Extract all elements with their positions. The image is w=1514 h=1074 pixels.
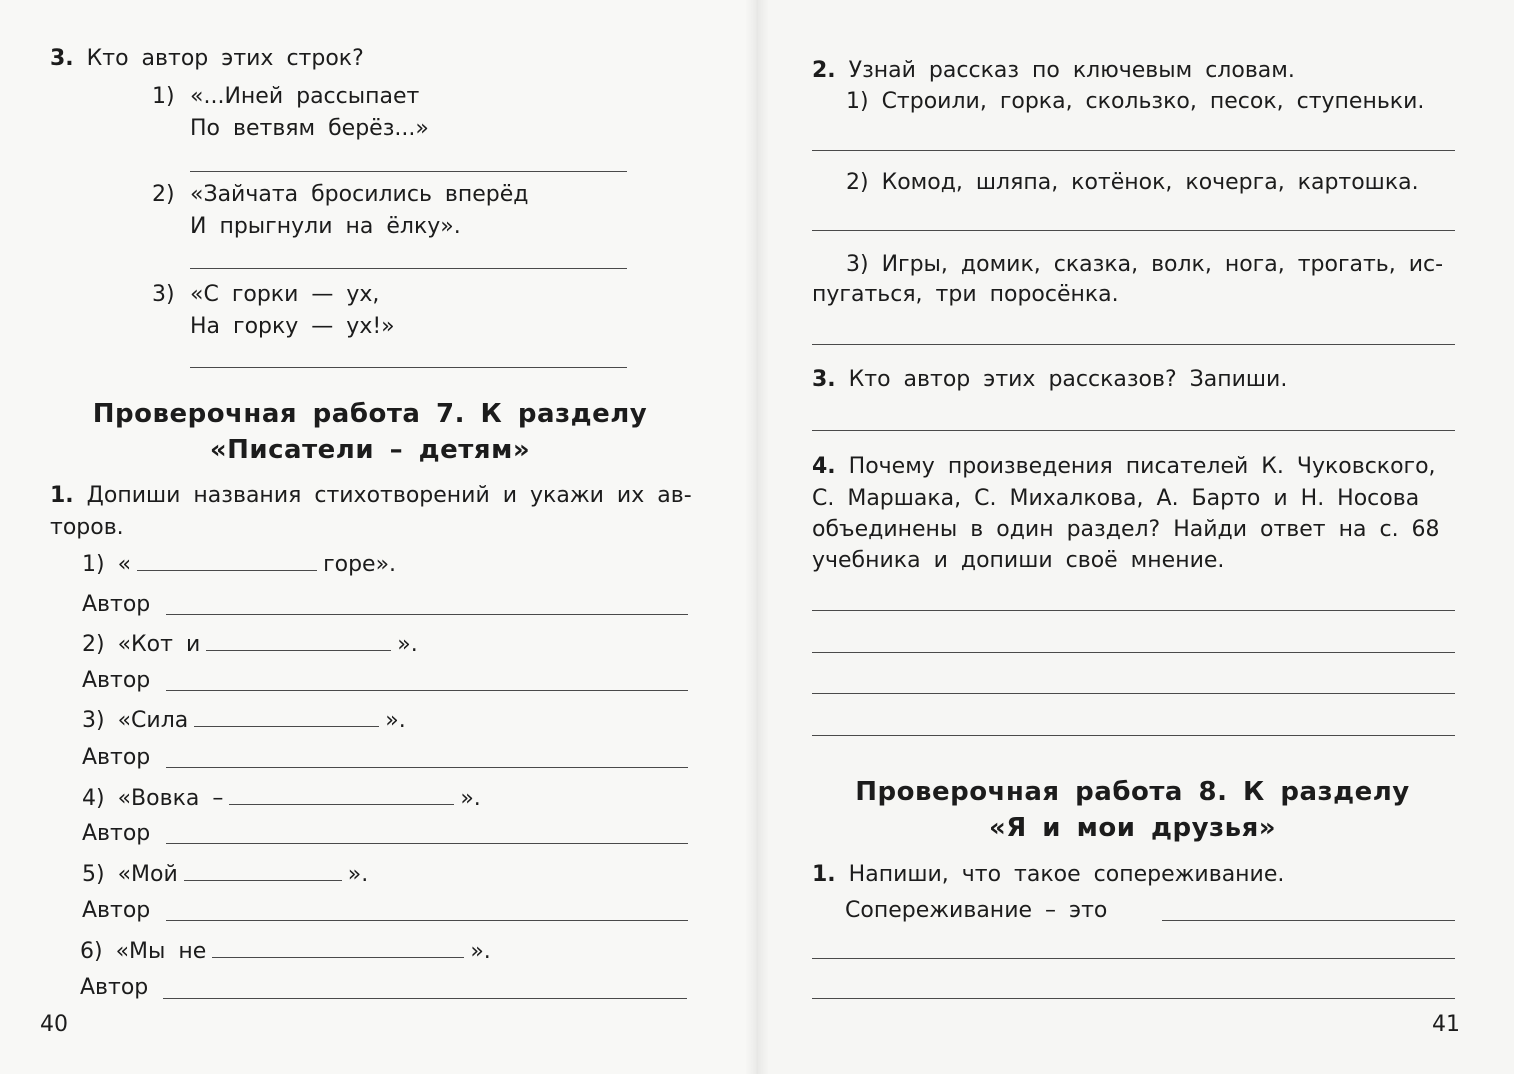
task-1-item-4: [82, 786, 481, 812]
task-1-item-3: [82, 708, 406, 734]
task-2-item-3-line-2: пугаться, три поросёнка.: [812, 282, 1119, 307]
task-4-answer-line-2[interactable]: [812, 652, 1455, 653]
empathy-answer-line-2[interactable]: [812, 958, 1455, 959]
task-4-text-2: С. Маршака, С. Михалкова, А. Барто и Н. Носова: [812, 486, 1420, 511]
empathy-answer-line-3[interactable]: [812, 998, 1455, 999]
test-7-heading-line-1: Проверочная работа 7. К разделу: [92, 399, 648, 429]
item-2-title-blank[interactable]: [206, 632, 391, 651]
task-1-line-1: [50, 483, 692, 509]
task-4-text-3: объединены в один раздел? Найди ответ на с. 68: [812, 517, 1440, 542]
item-2-open: «Кот и: [117, 632, 201, 657]
q3-item-3-line-1: «С горки — ух,: [190, 282, 380, 307]
task-4-text-4: учебника и допиши своё мнение.: [812, 548, 1225, 573]
book-gutter: [745, 0, 769, 1074]
task-4-answer-line-4[interactable]: [812, 735, 1455, 736]
right-task-1-heading: [812, 862, 1284, 888]
item-6-title-blank[interactable]: [212, 939, 464, 958]
task-2-number: 2.: [812, 58, 836, 83]
task-4-answer-line-1[interactable]: [812, 610, 1455, 611]
task-2-item-2-answer-line[interactable]: [812, 230, 1455, 231]
item-3-author-label: Автор: [82, 745, 151, 770]
test-8-heading-line-2: «Я и мои друзья»: [988, 813, 1277, 843]
item-2-author-label: Автор: [82, 668, 151, 693]
task-1-text-1: Допиши названия стихотворений и укажи их ав-: [86, 483, 692, 508]
item-2-number: 2): [82, 632, 105, 657]
item-3-number: 3): [82, 708, 105, 733]
q3-item-2-line-2: И прыгнули на ёлку».: [190, 214, 461, 239]
empathy-answer-line-1[interactable]: [1162, 920, 1455, 921]
item-5-title-blank[interactable]: [184, 862, 342, 881]
item-3-author-line[interactable]: [166, 767, 688, 768]
item-2-author-line[interactable]: [166, 690, 688, 691]
right-task-1-text: Напиши, что такое сопереживание.: [848, 862, 1285, 887]
empathy-prompt: Сопереживание – это: [845, 898, 1108, 923]
task-3-number: 3.: [812, 367, 836, 392]
q3-item-2-line-1: «Зайчата бросились вперёд: [190, 182, 529, 207]
page-number-left: 40: [40, 1012, 68, 1037]
item-1-title-blank[interactable]: [137, 552, 317, 571]
question-3-heading: [50, 46, 364, 72]
page-number-right: 41: [1432, 1012, 1460, 1037]
task-3-heading: [812, 367, 1287, 393]
item-6-author-line[interactable]: [163, 998, 687, 999]
test-8-heading-line-1: Проверочная работа 8. К разделу: [855, 777, 1410, 807]
task-2-item-3-answer-line[interactable]: [812, 344, 1455, 345]
item-5-number: 5): [82, 862, 105, 887]
item-5-close: ».: [347, 862, 369, 887]
task-1-text-2: торов.: [50, 515, 124, 540]
task-3-answer-line[interactable]: [812, 430, 1455, 431]
item-2-close: ».: [397, 632, 418, 657]
item-1-open: «: [117, 552, 132, 577]
item-4-number: 4): [82, 786, 105, 811]
item-5-author-line[interactable]: [166, 920, 688, 921]
task-2-text: Узнай рассказ по ключевым словам.: [848, 58, 1295, 83]
item-5-author-label: Автор: [82, 898, 151, 923]
item-4-author-line[interactable]: [166, 843, 688, 844]
task-1-item-2: [82, 632, 418, 658]
item-6-author-label: Автор: [80, 975, 149, 1000]
q3-item-1-answer-line[interactable]: [190, 171, 627, 172]
task-1-item-5: [82, 862, 368, 888]
task-2-item-1-answer-line[interactable]: [812, 150, 1455, 151]
task-1-item-6: [80, 939, 491, 965]
task-4-line-1: [812, 454, 1436, 480]
q3-item-1-number: 1): [152, 84, 175, 109]
item-3-close: ».: [385, 708, 406, 733]
item-6-number: 6): [80, 939, 103, 964]
task-2-item-1: 1) Строили, горка, скользко, песок, ступеньки.: [846, 89, 1425, 114]
item-3-open: «Сила: [117, 708, 189, 733]
item-4-title-blank[interactable]: [229, 786, 454, 805]
task-1-number: 1.: [50, 483, 74, 508]
item-6-open: «Мы не: [115, 939, 207, 964]
item-3-title-blank[interactable]: [194, 708, 379, 727]
task-4-answer-line-3[interactable]: [812, 693, 1455, 694]
item-1-author-label: Автор: [82, 592, 151, 617]
q3-item-3-line-2: На горку — ух!»: [190, 314, 395, 339]
q3-item-3-answer-line[interactable]: [190, 367, 627, 368]
item-4-open: «Вовка –: [117, 786, 224, 811]
item-1-close: горе».: [323, 552, 397, 577]
item-1-author-line[interactable]: [166, 614, 688, 615]
right-task-1-number: 1.: [812, 862, 836, 887]
test-7-heading-line-2: «Писатели – детям»: [209, 435, 531, 465]
task-3-text: Кто автор этих рассказов? Запиши.: [848, 367, 1288, 392]
item-5-open: «Мой: [117, 862, 178, 887]
item-4-author-label: Автор: [82, 821, 151, 846]
task-4-number: 4.: [812, 454, 836, 479]
q3-item-2-answer-line[interactable]: [190, 268, 627, 269]
item-6-close: ».: [470, 939, 491, 964]
question-3-number: 3.: [50, 46, 74, 71]
question-3-text: Кто автор этих строк?: [86, 46, 364, 71]
task-2-item-3-line-1: 3) Игры, домик, сказка, волк, нога, трогать, ис-: [846, 252, 1444, 277]
item-4-close: ».: [460, 786, 481, 811]
q3-item-3-number: 3): [152, 282, 175, 307]
task-2-item-2: 2) Комод, шляпа, котёнок, кочерга, картошка.: [846, 170, 1419, 195]
item-1-number: 1): [82, 552, 105, 577]
task-2-heading: [812, 58, 1295, 84]
task-1-item-1: [82, 552, 396, 578]
q3-item-2-number: 2): [152, 182, 175, 207]
q3-item-1-line-1: «...Иней рассыпает: [190, 84, 420, 109]
q3-item-1-line-2: По ветвям берёз...»: [190, 116, 429, 141]
task-4-text-1: Почему произведения писателей К. Чуковского,: [848, 454, 1436, 479]
